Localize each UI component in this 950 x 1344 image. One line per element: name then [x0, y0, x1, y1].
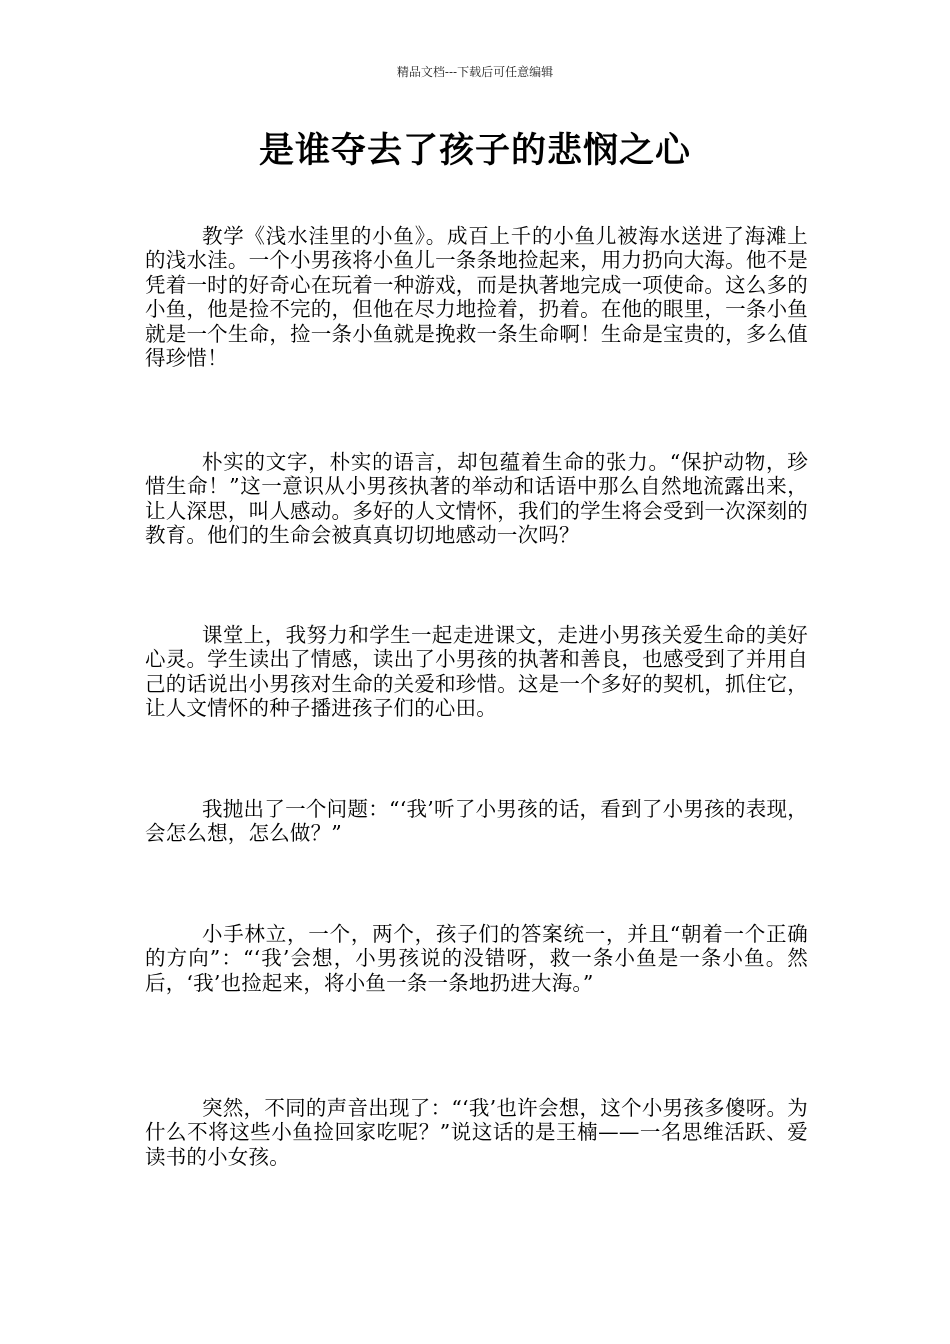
paragraph: 小手林立，一个，两个，孩子们的答案统一，并且“朝着一个正确的方向”：“‘我’会想，小男孩说的没错呀，救一条小鱼是一条小鱼。然后，‘我’也捡起来，将小鱼一条一条地扔进大海。” — [145, 922, 808, 995]
header-note: 精品文档---下载后可任意编辑 — [396, 65, 554, 79]
paragraph: 朴实的文字，朴实的语言，却包蕴着生命的张力。“保护动物，珍惜生命！”这一意识从小男孩执著的举动和话语中那么自然地流露出来，让人深思，叫人感动。多好的人文情怀，我们的学生将会受到一次深刻的教育。他们的生命会被真真切切地感动一次吗？ — [145, 450, 808, 548]
paragraph: 突然，不同的声音出现了：“‘我’也许会想，这个小男孩多傻呀。为什么不将这些小鱼捡回家吃呢？”说这话的是王楠——一名思维活跃、爱读书的小女孩。 — [145, 1096, 808, 1169]
paragraph: 课堂上，我努力和学生一起走进课文，走进小男孩关爱生命的美好心灵。学生读出了情感，读出了小男孩的执著和善良，也感受到了并用自己的话说出小男孩对生命的关爱和珍惜。这是一个多好的契机，抓住它，让人文情怀的种子播进孩子们的心田。 — [145, 623, 808, 721]
paragraph: 我抛出了一个问题：“‘我’听了小男孩的话，看到了小男孩的表现，会怎么想，怎么做？” — [145, 797, 808, 846]
document-title: 是谁夺去了孩子的悲悯之心 — [258, 130, 691, 171]
paragraph: 教学《浅水洼里的小鱼》。成百上千的小鱼儿被海水送进了海滩上的浅水洼。一个小男孩将小鱼儿一条条地捡起来，用力扔向大海。他不是凭着一时的好奇心在玩着一种游戏，而是执著地完成一项使命。这么多的小鱼，他是捡不完的，但他在尽力地捡着，扔着。在他的眼里，一条小鱼就是一个生命，捡一条小鱼就是挽救一条生命啊！生命是宝贵的，多么值得珍惜！ — [145, 224, 808, 371]
